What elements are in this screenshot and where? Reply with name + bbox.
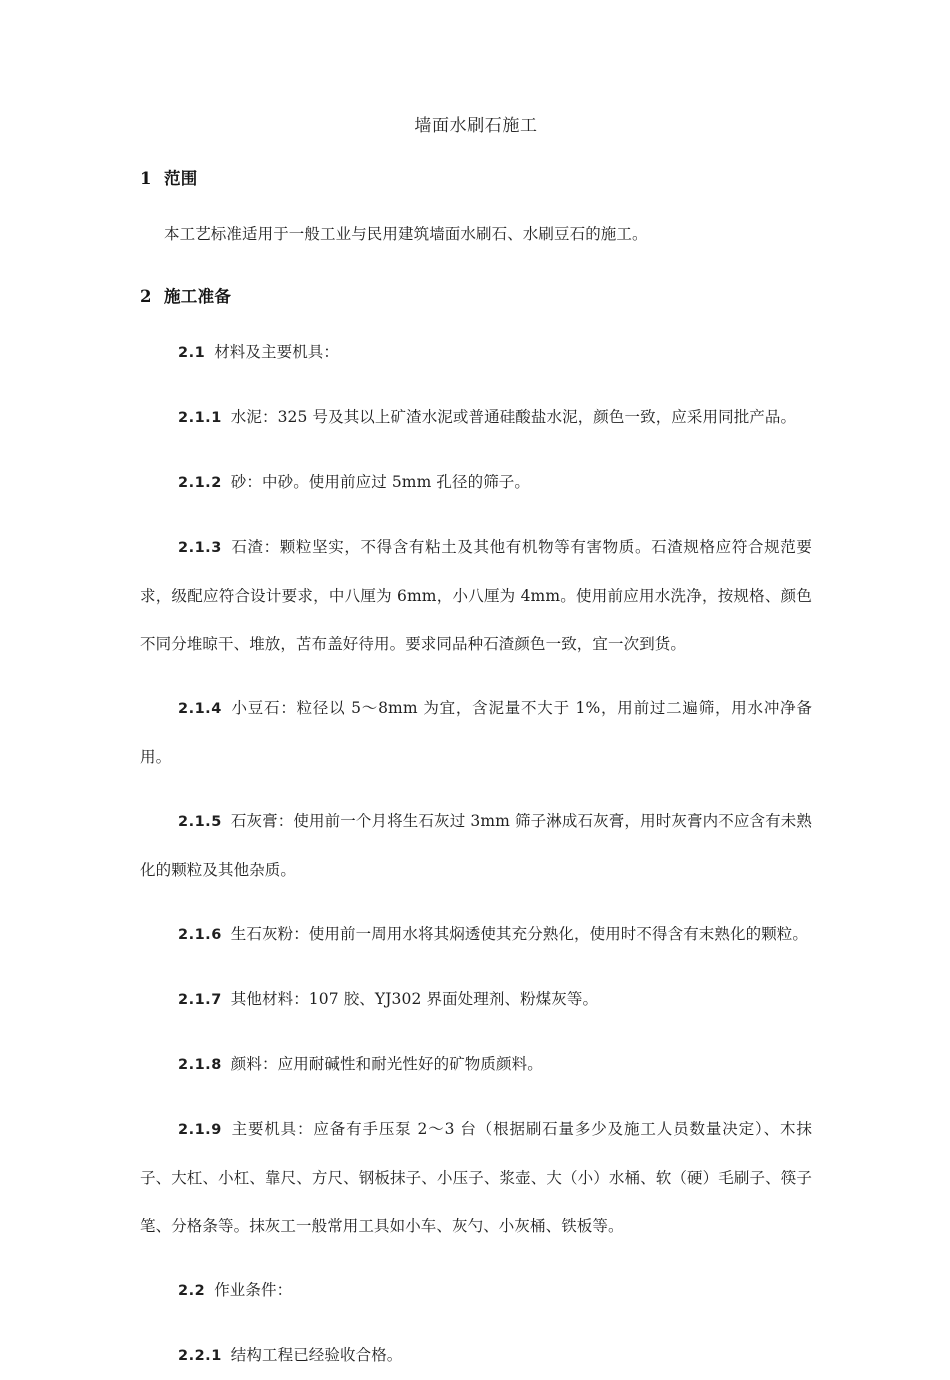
paragraph-2-1 bbox=[140, 312, 812, 377]
paragraph-text: 小豆石：粒径以 5～8mm 为宜，含泥量不大于 1%，用前过二遍筛，用水冲净备用。 bbox=[140, 699, 812, 766]
paragraph-2-1-4 bbox=[140, 668, 812, 781]
paragraph-1-1 bbox=[140, 194, 812, 258]
paragraph-text: 生石灰粉：使用前一周用水将其焖透使其充分熟化，使用时不得含有末熟化的颗粒。 bbox=[230, 925, 808, 943]
paragraph-number: 2.1.3 bbox=[178, 540, 222, 556]
paragraph-text: 作业条件： bbox=[214, 1281, 293, 1299]
paragraph-text: 主要机具：应备有手压泵 2～3 台（根据刷石量多少及施工人员数量决定）、木抹子、大杠、小杠、靠尺、方尺、钢板抹子、小压子、浆壶、大（小）水桶、软（硬）毛刷子、筷子笔、分格条等。抹灰工一般常用工具如小车、灰勺、小灰桶、铁板等。 bbox=[140, 1120, 812, 1235]
paragraph-2-1-7 bbox=[140, 959, 812, 1024]
paragraph-number: 2.1.7 bbox=[178, 992, 222, 1008]
paragraph-text: 其他材料：107 胶、YJ302 界面处理剂、粉煤灰等。 bbox=[230, 990, 599, 1008]
paragraph-number: 2.1.6 bbox=[178, 927, 222, 943]
section-heading-1 bbox=[140, 140, 812, 194]
paragraph-2-1-3 bbox=[140, 507, 812, 668]
paragraph-number: 2.1.5 bbox=[178, 814, 222, 830]
paragraph-2-2-1 bbox=[140, 1315, 812, 1380]
paragraph-number: 2.1.1 bbox=[178, 410, 222, 426]
paragraph-text: 石渣：颗粒坚实，不得含有粘土及其他有机物等有害物质。石渣规格应符合规范要求，级配应符合设计要求，中八厘为 6mm，小八厘为 4mm。使用前应用水洗净，按规格、颜色不同分堆晾干、堆放，苫布盖好待用。要求同品种石渣颜色一致，宜一次到货。 bbox=[140, 538, 812, 653]
paragraph-text: 本工艺标准适用于一般工业与民用建筑墙面水刷石、水刷豆石的施工。 bbox=[164, 225, 648, 243]
section-title-1: 范围 bbox=[164, 169, 198, 188]
paragraph-2-1-8 bbox=[140, 1024, 812, 1089]
paragraph-text: 砂：中砂。使用前应过 5mm 孔径的筛子。 bbox=[230, 473, 531, 491]
document-body bbox=[140, 0, 812, 1380]
paragraph-text: 颜料：应用耐碱性和耐光性好的矿物质颜料。 bbox=[230, 1055, 543, 1073]
paragraph-text: 水泥：325 号及其以上矿渣水泥或普通硅酸盐水泥，颜色一致，应采用同批产品。 bbox=[230, 408, 797, 426]
section-heading-2 bbox=[140, 258, 812, 312]
paragraph-2-1-2 bbox=[140, 442, 812, 507]
paragraph-number: 2.1 bbox=[178, 345, 206, 361]
paragraph-number: 2.1.9 bbox=[178, 1122, 222, 1138]
paragraph-number: 2.2.1 bbox=[178, 1348, 222, 1364]
document-title: 墙面水刷石施工 bbox=[414, 116, 538, 136]
paragraph-2-2 bbox=[140, 1250, 812, 1315]
paragraph-number: 2.1.8 bbox=[178, 1057, 222, 1073]
paragraph-2-1-1 bbox=[140, 377, 812, 442]
paragraph-number: 2.1.2 bbox=[178, 475, 222, 491]
section-number-2: 2 bbox=[140, 287, 152, 306]
paragraph-text: 石灰膏：使用前一个月将生石灰过 3mm 筛子淋成石灰膏，用时灰膏内不应含有未熟化的颗粒及其他杂质。 bbox=[140, 812, 812, 879]
paragraph-2-1-9 bbox=[140, 1089, 812, 1250]
paragraph-2-1-6 bbox=[140, 894, 812, 959]
paragraph-text: 材料及主要机具： bbox=[214, 343, 339, 361]
paragraph-2-1-5 bbox=[140, 781, 812, 894]
paragraph-number: 2.1.4 bbox=[178, 701, 222, 717]
paragraph-number: 2.2 bbox=[178, 1283, 206, 1299]
section-title-2: 施工准备 bbox=[164, 287, 232, 306]
section-number-1: 1 bbox=[140, 169, 152, 188]
paragraph-text: 结构工程已经验收合格。 bbox=[230, 1346, 403, 1364]
